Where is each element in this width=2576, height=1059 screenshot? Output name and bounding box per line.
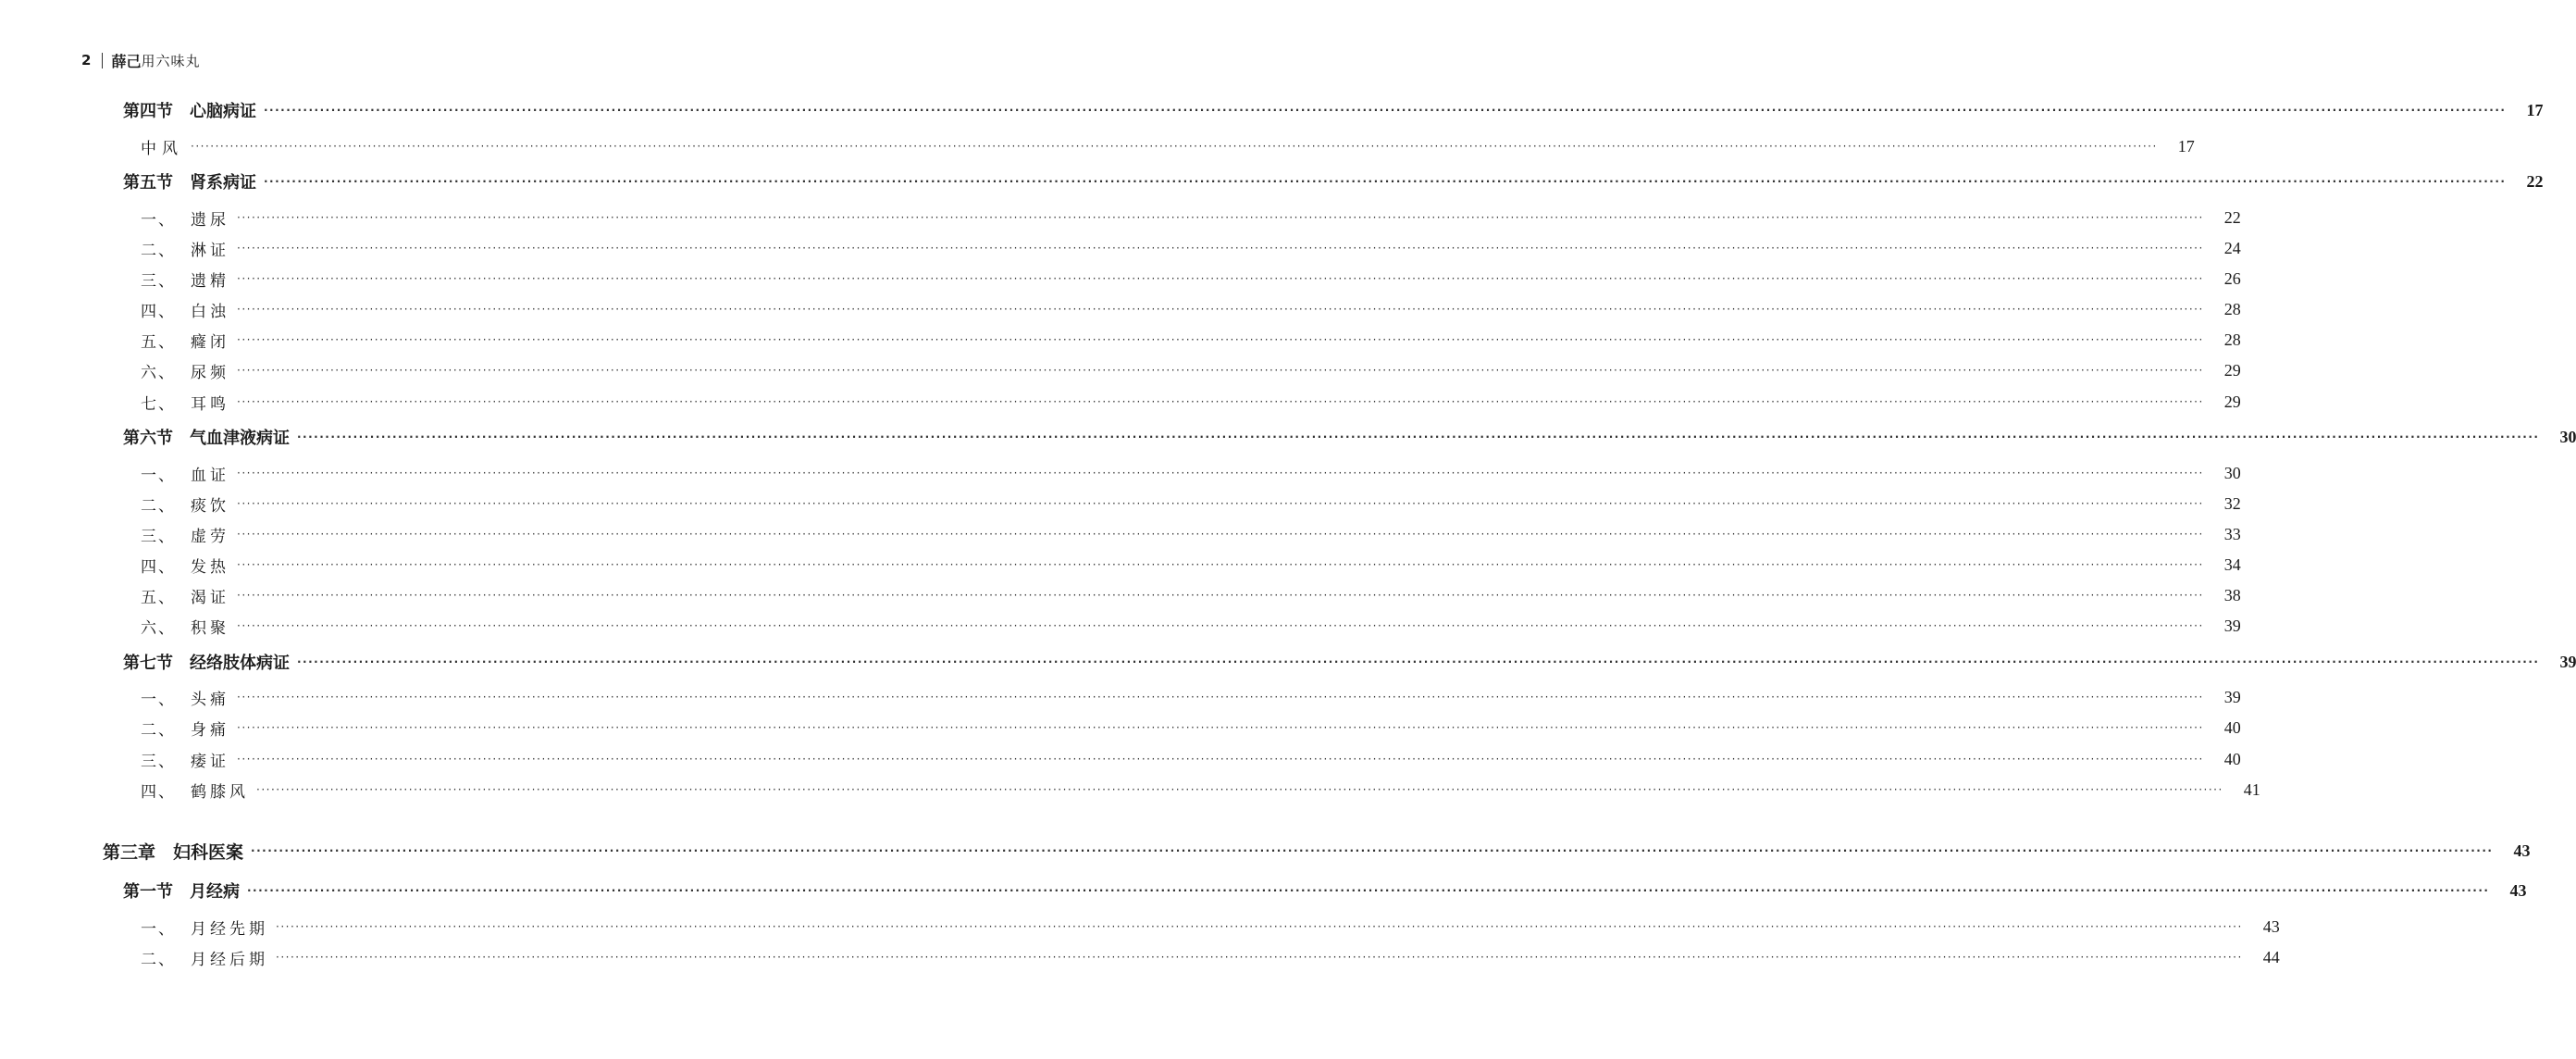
toc-entry-page: 33 xyxy=(2223,524,2241,543)
toc-entry-number: 第五节 xyxy=(123,173,173,193)
toc-entry-page: 28 xyxy=(2223,330,2241,349)
toc-entry-number: 四、 xyxy=(141,782,176,802)
toc-entry-label xyxy=(141,716,229,740)
toc-entry-label xyxy=(141,615,229,638)
dot-leader: ················································································································································································································································································································································································································ xyxy=(237,467,2204,480)
toc-entry-title: 渴证 xyxy=(191,588,229,607)
toc-entry-item[interactable] xyxy=(0,714,2241,741)
toc-entry-number: 第七节 xyxy=(123,654,173,673)
toc-entry-title: 淋证 xyxy=(191,241,229,260)
toc-entry-page: 39 xyxy=(2559,652,2576,671)
toc-entry-item[interactable] xyxy=(0,388,2241,416)
toc-entry-section[interactable] xyxy=(0,168,2544,195)
toc-entry-item[interactable] xyxy=(0,581,2241,609)
toc-entry-item[interactable] xyxy=(0,265,2241,293)
dot-leader: ················································································································································································································································································································································································································ xyxy=(237,211,2204,224)
toc-entry-number: 第一节 xyxy=(123,882,173,902)
toc-entry-label xyxy=(123,169,256,193)
toc-entry-item[interactable] xyxy=(0,356,2241,384)
toc-entry-number: 一、 xyxy=(141,466,176,485)
toc-entry-item[interactable] xyxy=(0,612,2241,640)
toc-entry-title: 中风 xyxy=(141,139,183,158)
toc-entry-title: 遗尿 xyxy=(191,210,229,230)
dot-leader: ················································································································································································································································································································································································································ xyxy=(276,951,2243,964)
toc-entry-title: 血证 xyxy=(191,466,229,485)
toc-entry-item[interactable] xyxy=(0,295,2241,323)
toc-entry-item[interactable] xyxy=(0,551,2241,579)
toc-entry-label xyxy=(141,686,229,709)
dot-leader: ················································································································································································································································································································································································································ xyxy=(237,333,2204,346)
dot-leader: ················································································································································································································································································································································································································ xyxy=(256,783,2223,796)
toc-entry-title: 月经后期 xyxy=(191,950,268,969)
dot-leader: ················································································································································································································································································································································································································ xyxy=(237,589,2204,602)
toc-entry-label xyxy=(141,492,229,516)
toc-entry-title: 癃闭 xyxy=(191,332,229,352)
toc-entry-title: 痿证 xyxy=(191,752,229,771)
toc-entry-item[interactable] xyxy=(0,776,2260,804)
toc-entry-number: 二、 xyxy=(141,720,176,740)
toc-entry-label xyxy=(141,462,229,485)
toc-entry-label xyxy=(141,329,229,352)
toc-entry-item[interactable] xyxy=(0,326,2241,354)
toc-entry-label xyxy=(141,554,229,577)
dot-leader: ················································································································································································································································································································································································································ xyxy=(237,619,2204,632)
toc-entry-number: 一、 xyxy=(141,919,176,939)
toc-entry-page: 43 xyxy=(2262,916,2280,936)
toc-entry-item[interactable] xyxy=(0,204,2241,231)
dot-leader: ················································································································································································································································································································································································································ xyxy=(191,140,2158,153)
dot-leader: ················································································································································································································································································································································································································ xyxy=(237,272,2204,285)
dot-leader: ················································································································································································································································································································································································································ xyxy=(237,691,2204,704)
dot-leader: ················································································································································································································································································································································································································ xyxy=(237,753,2204,766)
toc-entry-page: 24 xyxy=(2223,238,2241,257)
dot-leader: ················································································································································································································································································································································································································ xyxy=(237,721,2204,734)
dot-leader: ················································································································································································································································································································································································································ xyxy=(264,104,2507,117)
header-title-bold: 薛己 xyxy=(111,52,142,70)
dot-leader: ················································································································································································································································································································································································································ xyxy=(297,655,2540,668)
toc-entry-number: 三、 xyxy=(141,271,176,291)
toc-entry-label xyxy=(141,748,229,771)
toc-entry-title: 积聚 xyxy=(191,618,229,638)
toc-entry-number: 五、 xyxy=(141,332,176,352)
dot-leader: ················································································································································································································································································································································································································ xyxy=(264,175,2507,188)
toc-entry-number: 第三章 xyxy=(103,841,156,863)
toc-entry-number: 五、 xyxy=(141,588,176,607)
toc-entry-section[interactable] xyxy=(0,96,2544,124)
toc-entry-title: 白浊 xyxy=(191,302,229,321)
dot-leader: ················································································································································································································································································································································································································ xyxy=(251,844,2494,857)
toc-entry-page: 39 xyxy=(2223,616,2241,635)
toc-entry-number: 六、 xyxy=(141,618,176,638)
toc-entry-number: 三、 xyxy=(141,752,176,771)
dot-leader: ················································································································································································································································································································································································································ xyxy=(237,242,2204,255)
toc-entry-title: 鹤膝风 xyxy=(191,782,249,802)
toc-entry-item[interactable] xyxy=(0,490,2241,517)
dot-leader: ················································································································································································································································································································································································································ xyxy=(237,364,2204,377)
toc-entry-title: 身痛 xyxy=(191,720,229,740)
toc-entry-item[interactable] xyxy=(0,745,2241,773)
toc-entry-title: 心脑病证 xyxy=(190,102,256,121)
toc-entry-item[interactable] xyxy=(0,459,2241,487)
header-title-rest: 用六味丸 xyxy=(141,52,201,69)
toc-entry-page: 43 xyxy=(2509,880,2527,900)
toc-entry-label xyxy=(141,237,229,260)
toc-entry-title: 气血津液病证 xyxy=(190,429,290,448)
toc-entry-item[interactable] xyxy=(0,913,2280,941)
dot-leader: ················································································································································································································································································································································································································ xyxy=(237,497,2204,510)
toc-entry-plain[interactable] xyxy=(0,132,2195,160)
toc-entry-page: 43 xyxy=(2513,841,2531,860)
toc-entry-label xyxy=(141,206,229,230)
toc-entry-title: 肾系病证 xyxy=(190,173,256,193)
toc-entry-page: 29 xyxy=(2223,360,2241,380)
toc-entry-label xyxy=(103,839,243,864)
toc-entry-label xyxy=(141,584,229,607)
dot-leader: ················································································································································································································································································································································································································ xyxy=(297,430,2540,443)
dot-leader: ················································································································································································································································································································································································································ xyxy=(237,528,2204,541)
toc-entry-section[interactable] xyxy=(0,423,2576,451)
toc-entry-item[interactable] xyxy=(0,943,2280,971)
toc-entry-page: 17 xyxy=(2177,136,2195,156)
toc-entry-label xyxy=(123,878,240,903)
toc-entry-label xyxy=(141,779,249,802)
toc-entry-page: 41 xyxy=(2243,779,2260,799)
toc-entry-page: 30 xyxy=(2223,463,2241,482)
dot-leader: ················································································································································································································································································································································································································ xyxy=(237,395,2204,408)
toc-entry-number: 二、 xyxy=(141,950,176,969)
header-page-number: 2 xyxy=(81,52,92,69)
toc-entry-label xyxy=(123,650,290,674)
toc-entry-label xyxy=(141,946,268,969)
toc-entry-label xyxy=(141,391,229,414)
toc-entry-page: 40 xyxy=(2223,717,2241,737)
toc-entry-page: 29 xyxy=(2223,392,2241,411)
toc-entry-title: 经络肢体病证 xyxy=(190,654,290,673)
toc-entry-page: 38 xyxy=(2223,585,2241,604)
dot-leader: ················································································································································································································································································································································································································ xyxy=(237,303,2204,316)
toc-entry-number: 三、 xyxy=(141,527,176,546)
toc-entry-page: 44 xyxy=(2262,947,2280,966)
toc-entry-title: 尿频 xyxy=(191,363,229,382)
dot-leader: ················································································································································································································································································································································································································ xyxy=(276,920,2243,933)
toc-entry-title: 遗精 xyxy=(191,271,229,291)
toc-entry-page: 17 xyxy=(2526,100,2544,119)
toc-entry-number: 一、 xyxy=(141,210,176,230)
dot-leader: ················································································································································································································································································································································································································ xyxy=(237,558,2204,571)
toc-entry-page: 22 xyxy=(2223,207,2241,227)
toc-entry-page: 26 xyxy=(2223,268,2241,288)
toc-entry-title: 头痛 xyxy=(191,690,229,709)
toc-entry-section[interactable] xyxy=(0,648,2576,676)
toc-entry-page: 40 xyxy=(2223,749,2241,768)
toc-entry-section[interactable] xyxy=(0,877,2527,904)
toc-entry-label xyxy=(141,268,229,291)
toc-entry-title: 月经先期 xyxy=(191,919,268,939)
toc-entry-label xyxy=(141,359,229,382)
toc-entry-label xyxy=(141,298,229,321)
toc-entry-number: 六、 xyxy=(141,363,176,382)
toc-entry-title: 发热 xyxy=(191,557,229,577)
toc-entry-item[interactable] xyxy=(0,520,2241,548)
toc-entry-page: 30 xyxy=(2559,427,2576,446)
toc-entry-number: 四、 xyxy=(141,557,176,577)
toc-entry-title: 妇科医案 xyxy=(173,841,244,863)
toc-entry-label xyxy=(123,425,290,449)
toc-entry-page: 22 xyxy=(2526,171,2544,191)
toc-entry-label xyxy=(141,916,268,939)
toc-entry-number: 二、 xyxy=(141,496,176,516)
toc-entry-item[interactable] xyxy=(0,234,2241,262)
toc-entry-label xyxy=(123,98,256,122)
toc-entry-number: 二、 xyxy=(141,241,176,260)
toc-entry-label xyxy=(141,523,229,546)
toc-entry-number: 四、 xyxy=(141,302,176,321)
toc-entry-title: 痰饮 xyxy=(191,496,229,516)
toc-entry-number: 第六节 xyxy=(123,429,173,448)
toc-entry-page: 39 xyxy=(2223,687,2241,706)
toc-entry-page: 32 xyxy=(2223,493,2241,513)
toc-entry-number: 七、 xyxy=(141,394,176,414)
toc-entry-title: 耳鸣 xyxy=(191,394,229,414)
toc-entry-title: 虚劳 xyxy=(191,527,229,546)
toc-entry-chapter[interactable] xyxy=(0,837,2531,865)
toc-entry-item[interactable] xyxy=(0,683,2241,711)
toc-entry-title: 月经病 xyxy=(190,882,240,902)
toc-entry-number: 第四节 xyxy=(123,102,173,121)
toc-entry-number: 一、 xyxy=(141,690,176,709)
toc-entry-page: 28 xyxy=(2223,299,2241,318)
toc-entry-label xyxy=(141,135,183,158)
toc-entry-page: 34 xyxy=(2223,554,2241,574)
dot-leader: ················································································································································································································································································································································································································ xyxy=(247,884,2490,897)
